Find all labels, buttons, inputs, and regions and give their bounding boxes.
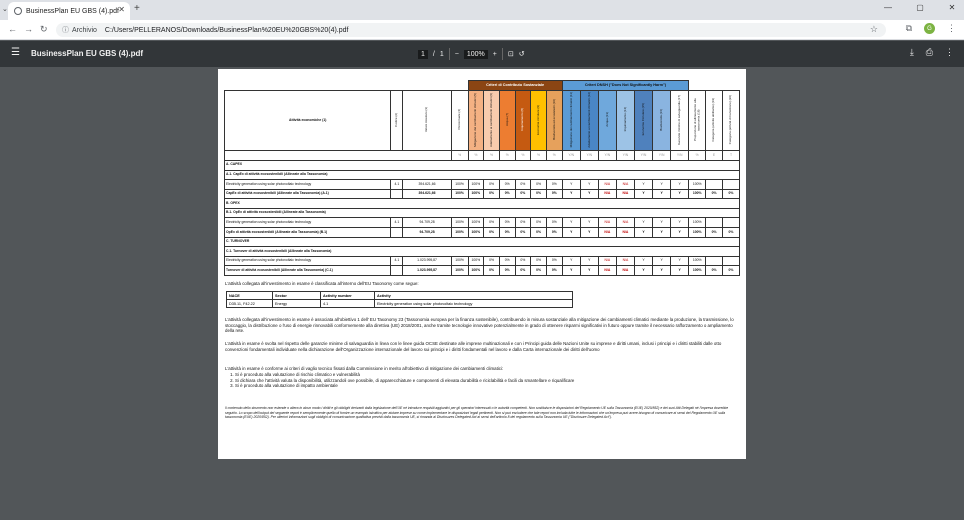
dnsh-col-header: Garanzie minime di salvaguardia (17)	[677, 94, 682, 145]
menu-dots-icon[interactable]: ⋮	[947, 23, 956, 33]
page-number-input[interactable]: 1	[418, 50, 428, 59]
address-bar	[0, 20, 964, 40]
sc-group-header: Criteri di Contributo Sostanziale	[468, 81, 562, 91]
extensions-icon[interactable]: ⧉	[905, 23, 912, 33]
value-header: Valore Assoluto (3)	[424, 107, 429, 133]
omnibox[interactable]	[56, 23, 886, 37]
pdf-page	[218, 69, 746, 459]
dnsh-col-header: Economia Circolare (15)	[640, 103, 645, 136]
disclaimer-note: Il contenuto dello strumento non estende o altera in alcun modo i diritti e gli obblighi derivanti dalla legislazione dell'UE né introduce requisiti aggiuntivi per gli operatori interessati o le autorità competenti. Non sostituisce le disposizioni del Regolamento UE sulla Tassonomia (EUE) 2020/852) e dei suoi Atti Delegati né l'impresa dovrebbe seguirlo. Lo scopo dell'output del seguente report è semplicemente quello di fornire un esempio istruttivo per aiutare imprese su come implementare le disposizioni legali pertinenti. Non si può escludere che tale report non includa tutte le informazioni che un'impresa può avere bisogno di comunicare ai sensi del Regolamento UE sulla tassonomia (EUE) 2020/852). Per ulteriori informazioni sugli obblighi di comunicazione qualitativa previsti dalla tassonomia UE, si rimanda al Disclosures Delegated Act ai sensi dell'articolo 8 del regolamento sulla Tassonomia UE ("Disclosure Delegated Act").	[225, 406, 729, 420]
forward-icon[interactable]: →	[24, 24, 33, 34]
document-title: BusinessPlan EU GBS (4).pdf	[31, 49, 144, 58]
zoom-level[interactable]: 100%	[464, 50, 488, 59]
sc-col-header: Mitigazione dei cambiamenti climatici (5)	[473, 92, 478, 147]
table-row: Electricity generation using solar photovoltaic technology 4.1 1.023.995,87 100% 100% 0% 0% 0% 0% 0% Y Y N/A N/A Y Y Y 100%	[225, 256, 740, 266]
unit-row: % % % % % % % Y/N Y/N Y/N Y/N Y/N Y/N Y/N % E T	[225, 151, 740, 161]
close-tab-icon[interactable]: ✕	[118, 5, 125, 14]
rotate-icon[interactable]: ↺	[518, 51, 525, 58]
section-row: B. OPEX	[225, 199, 740, 209]
list-item: 1. Si è proceduto alla valutazione di rischio climatico e vulnerabilità	[235, 372, 739, 378]
file-chip: Archivio	[72, 26, 97, 34]
new-tab-icon[interactable]: +	[134, 3, 140, 14]
bookmark-star-icon[interactable]: ☆	[869, 24, 878, 34]
globe-icon	[14, 7, 22, 15]
pdf-toolbar	[0, 41, 964, 67]
total-row: OpEx di attività ecosostenibili (Allineate alla Tassonomia) (B.1) 94.709,28 100% 100% 0% 0% 0% 0% 0% Y Y N/A N/A Y Y Y 100% 0% 0%	[225, 228, 740, 238]
table-row: D35.11, F42.22 Energy 4.1 Electricity generation using solar photovoltaic technology	[227, 300, 573, 308]
dnsh-col-header: Adattamento ai cambiamenti climatici (12)	[586, 91, 591, 148]
download-icon[interactable]: ⤓	[909, 47, 914, 57]
dnsh-col-header: Acqua (13)	[604, 112, 609, 127]
dnsh-group-header: Criteri DNSH ("Does Not Significantly Harm")	[562, 81, 689, 91]
section-row: B.1. OpEx di attività ecosostenibili (Allineate alla Tassonomia)	[225, 208, 740, 218]
sc-col-header: Biodiversità ed ecosistemi (10)	[551, 99, 556, 141]
proportion-header: Percentuale (4)	[456, 109, 461, 130]
divider	[502, 48, 503, 60]
tab-strip	[0, 0, 964, 20]
paragraph: L'attività collegata all'investimento in esame è associata all'obiettivo 1 dell' EU Taxonomy 23 (Tassonomia europea per la finanza sostenibile), contribuendo in misura sostanziale alla mitigazione dei cambiamenti climatici mediante la produzione, la trasmissione, lo stoccaggio, la distribuzione o l'uso di energie rinnovabili conformemente alla direttiva (UE) 2018/2001, anche tramite tecnologie innovative potenzialmente in grado di ottenere risparmi significativi in futuro oppure tramite il necessario rafforzamento o ampliamento della rete.	[225, 317, 734, 334]
reload-icon[interactable]: ↻	[40, 24, 48, 34]
sc-col-header: Adattamento ai cambiamenti climatici (6)	[488, 92, 493, 147]
table-row: Electricity generation using solar photovoltaic technology 4.1 394.621,66 100% 100% 0% 0% 0% 0% 0% Y Y N/A N/A Y Y Y 100%	[225, 180, 740, 190]
taxonomy-table	[224, 80, 740, 276]
hamburger-menu-icon[interactable]: ☰	[11, 47, 20, 58]
section-row: A.1. CapEx di attività ecosostenibili (Allineate alla Tassonomia)	[225, 170, 740, 180]
paragraph: L'attività in esame è conforme ai criteri di vaglio tecnico fissati dalla Commissione in merito all'obiettivo di mitigazione dei cambiamenti climatici:	[225, 366, 504, 371]
zoom-out-icon[interactable]: −	[454, 50, 459, 58]
minimize-icon[interactable]: —	[884, 3, 892, 12]
section-row: C. TURNOVER	[225, 237, 740, 247]
maximize-icon[interactable]: ▢	[916, 3, 924, 12]
paragraph: L'attività in esame è svolta nel rispetto delle garanzie minime di salvaguardia in linea con le linee guida OCSE destinate alle imprese multinazionali e con i Principi guida delle Nazioni Unite su imprese e diritti umani, inclusi i principi e i diritti stabiliti dalle otto convenzioni fondamentali individuate nella dichiarazione dell'Organizzazione internazionale del lavoro sui principi e i diritti fondamentali nel lavoro e dalla Carta internazionale dei diritti dell'uomo	[225, 341, 722, 352]
print-icon[interactable]: ⎙	[925, 47, 933, 57]
fit-page-icon[interactable]: ⊡	[507, 51, 514, 58]
list-item: 2. Si dichiara che l'attività valuta la disponibilità, utilizzandoli ove possibile, di apparecchiature e componenti di elevata durabilità e riciclabilità e facili da smantellare e riqualificare	[235, 378, 739, 384]
info-icon[interactable]: ⓘ	[62, 27, 69, 34]
intro-text: L'attività collegata all'investimento in esame è classificata all'interno dell'EU Taxonomy come segue:	[225, 281, 419, 286]
total-row: Turnover di attività ecosostenibili (Allineate alla Tassonomia) (C.1) 1.023.995,87 100% 100% 0% 0% 0% 0% 0% Y Y N/A N/A Y Y Y 100% 0% 0%	[225, 266, 740, 276]
activity-header: Attività economiche (1)	[225, 90, 391, 151]
section-row: A. CAPEX	[225, 160, 740, 170]
list-item: 3. Si è proceduto alla valutazione di impatto ambientale	[235, 383, 739, 389]
more-options-icon[interactable]: ⋮	[945, 47, 954, 57]
alignment-header: Proporzione di allineamento alla tassonomia (18)	[692, 98, 701, 141]
tab-title: BusinessPlan EU GBS (4).pdf	[26, 7, 119, 15]
avatar[interactable]: G	[924, 23, 935, 34]
table-row: Electricity generation using solar photovoltaic technology 4.1 94.709,28 100% 100% 0% 0% 0% 0% 0% Y Y N/A N/A Y Y Y 100%	[225, 218, 740, 228]
transitional-header: Categoria (attività di transizione) (20)	[728, 94, 733, 145]
dnsh-col-header: Biodiversità (16)	[658, 108, 663, 131]
code-header: Codice (2)	[394, 112, 399, 127]
enabling-header: Categoria (attività abilitante) (19)	[711, 97, 716, 142]
total-row: CapEx di attività ecosostenibili (Allineate alla Tassonomia) (A.1) 394.621,66 100% 100% 0% 0% 0% 0% 0% Y Y N/A N/A Y Y Y 100% 0% 0%	[225, 189, 740, 199]
sc-col-header: Inquinamento (8)	[520, 108, 525, 131]
url-text[interactable]: C:/Users/PELLERANOS/Downloads/BusinessPlan%20EU%20GBS%20(4).pdf	[104, 26, 349, 34]
page-separator: /	[432, 50, 435, 58]
zoom-in-icon[interactable]: +	[492, 50, 497, 58]
dnsh-col-header: Inquinamento (14)	[622, 107, 627, 132]
browser-tab[interactable]	[8, 2, 130, 20]
divider	[449, 48, 450, 60]
table-row: NACE Sector Activity number Activity	[227, 292, 573, 300]
sc-col-header: Economia circolare (9)	[535, 104, 540, 135]
back-icon[interactable]: ←	[8, 24, 17, 34]
nace-table	[226, 291, 573, 308]
close-window-icon[interactable]: ✕	[948, 3, 956, 12]
page-total: 1	[439, 50, 444, 58]
tab-search-icon[interactable]: ⌄	[2, 6, 8, 13]
dnsh-col-header: Mitigazione dei cambiamenti climatici (11)	[568, 91, 573, 148]
sc-col-header: Acqua (7)	[504, 113, 509, 127]
criteria-list	[225, 372, 739, 389]
page-controls	[418, 48, 525, 60]
section-row: C.1. Turnover di attività ecosostenibili (Allineate alla Tassonomia)	[225, 247, 740, 257]
